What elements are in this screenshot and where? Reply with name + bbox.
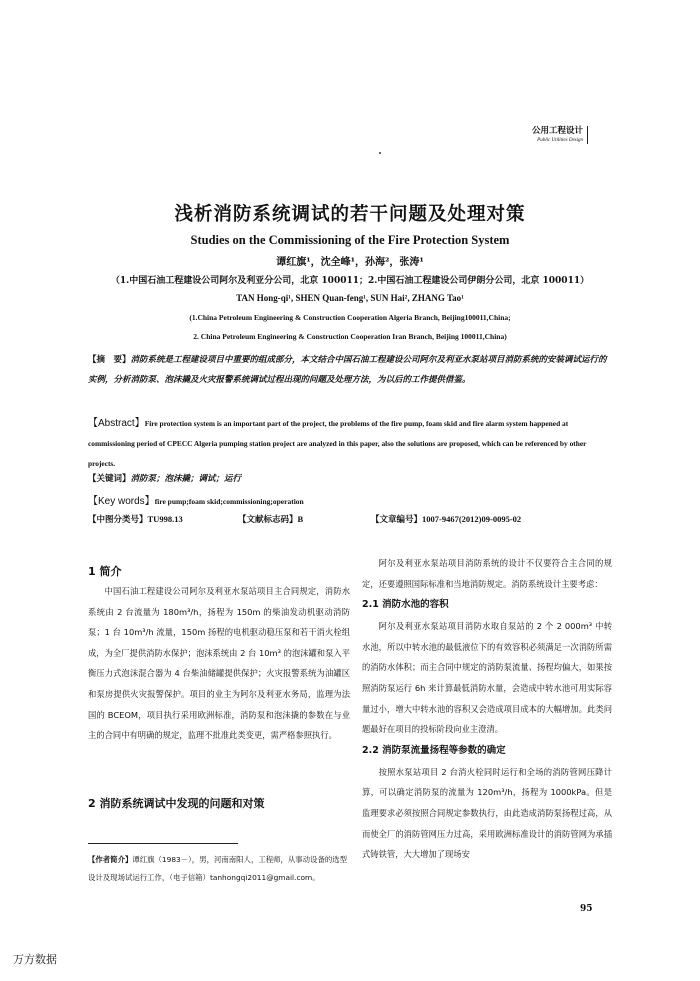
authors-cn: 谭红旗¹，沈全峰¹，孙海²，张涛¹ (276, 257, 424, 268)
affiliation-en-2: 2. China Petroleum Engineering & Construction Cooperation Iran Branch, Beijing 100011,China) (193, 332, 507, 341)
article-number (371, 513, 521, 525)
abstract-en-text: Fire protection system is an important part of the project, the problems of the fire pump, foam skid and fire alarm system happened at commissioning period of CPECC Algeria pumping station project are analyzed in this paper, also the solutions are proposed, which can be referenced by other projects. (88, 419, 587, 468)
clc-label: 【中图分类号】 (88, 515, 148, 525)
section-2-title: 2 消防系统调试中发现的问题和对策 (88, 797, 265, 810)
footnote-text: 谭红旗（1983－），男，河南南阳人，工程师，从事动设备的选型设计及现场试运行工作，（电子信箱）tanhongqi2011@gmail.com。 (88, 855, 348, 882)
keywords-en-text: fire pump;foam skid;commissioning;operation (154, 497, 304, 506)
doc-label: 【文献标志码】 (238, 515, 298, 525)
affiliation-cn: （1.中国石油工程建设公司阿尔及利亚分公司，北京 100011；2.中国石油工程建设公司伊朗分公司，北京 100011） (110, 276, 590, 286)
abstract-cn-label: 【摘 要】 (88, 355, 131, 365)
section-2-2-title: 2.2 消防泵流量扬程等参数的确定 (362, 744, 506, 756)
section-1-body (88, 581, 350, 746)
section-2-2-paragraph: 按照水泵站项目 2 台消火栓同时运行和全场的消防管网压降计算，可以确定消防泵的流量为 120m³/h，扬程为 1000kPa。但是监理要求必须按照合同规定参数执行，由此造成消防泵扬程过高，从而使全厂的消防管网压力过高，采用欧洲标准设计的消防管网为承插式铸铁管，大大增加了现场安 (362, 766, 612, 860)
journal-name-cn: 公用工程设计 (531, 126, 583, 136)
watermark: 万方数据 (13, 953, 57, 966)
article-number-label: 【文章编号】 (371, 515, 423, 525)
journal-logo (532, 126, 588, 144)
paper-title-cn: 浅析消防系统调试的若干问题及处理对策 (174, 204, 526, 225)
section-2-1-paragraph: 阿尔及利亚水泵站项目消防水取自泵站的 2 个 2 000m³ 中转水池，所以中转水池的最低液位下的有效容积必须满足一次消防所需的消防水体积；而主合同中规定的消防泵流量、扬程均偏大，如果按照消防泵运行 6h 来计算最低消防水量，会造成中转水池可用实际容量过小，增大中转水池的容积又会造成项目成本的大幅增加。此类问题最好在项目的投标阶段向业主澄清。 (362, 621, 612, 735)
keywords-cn (88, 472, 241, 484)
abstract-en-label: 【Abstract】 (88, 418, 145, 429)
decorative-dot (379, 152, 381, 154)
footnote-divider (88, 843, 238, 844)
section-2-1-title: 2.1 消防水池的容积 (362, 599, 449, 611)
keywords-cn-label: 【关键词】 (88, 474, 131, 484)
keywords-en (88, 492, 304, 507)
abstract-cn-text: 消防系统是工程建设项目中重要的组成部分，本文结合中国石油工程建设公司阿尔及利亚水泵站项目消防系统的安装调试运行的实例，分析消防泵、泡沫撬及火灾报警系统调试过程出现的问题及处理方法，为以后的工作提供借鉴。 (88, 355, 607, 385)
footnote-label: 【作者简介】 (88, 855, 133, 864)
page-number: 95 (580, 904, 593, 914)
journal-name-en: Public Utilities Design (537, 138, 583, 143)
paper-title-en: Studies on the Commissioning of the Fire Protection System (190, 233, 510, 247)
clc-code (88, 513, 183, 525)
affiliation-en-1: (1.China Petroleum Engineering & Construction Cooperation Algeria Branch, Beijing100011,China; (189, 313, 511, 322)
abstract-cn (88, 350, 610, 390)
keywords-en-label: 【Key words】 (88, 496, 155, 507)
section-1-paragraph: 中国石油工程建设公司阿尔及利亚水泵站项目主合同规定，消防水系统由 2 台流量为 180m³/h，扬程为 150m 的柴油发动机驱动消防泵；1 台 10m³/h 流量，150m 扬程的电机驱动稳压泵和若干消火栓组成，为全厂提供消防水保护；泡沫系统由 2 台 10m³ 的泡沫罐和泵入平衡压力式泡沫混合器为 4 台柴油储罐提供保护；火灾报警系统为油罐区和泵房提供火灾报警保护。项目的业主为阿尔及利亚水务局，监理为法国的 BCEOM，项目执行采用欧洲标准，消防泵和泡沫撬的参数在与业主的合同中有明确的规定，监理不批准此类变更，需严格参照执行。 (88, 586, 350, 741)
abstract-en (88, 414, 610, 474)
right-intro-paragraph: 阿尔及利亚水泵站项目消防系统的设计不仅要符合主合同的规定，还要遵照国际标准和当地消防规定。消防系统设计主要考虑： (362, 558, 612, 589)
author-footnote (88, 851, 350, 887)
keywords-cn-text: 消防泵；泡沫撬；调试；运行 (130, 474, 242, 484)
doc-value: B (297, 514, 304, 524)
authors-en: TAN Hong-qi¹, SHEN Quan-feng¹, SUN Hai², ZHANG Tao¹ (236, 293, 464, 303)
clc-value: TU998.13 (147, 514, 183, 524)
doc-code (238, 513, 303, 525)
section-1-title: 1 简介 (88, 565, 122, 578)
article-number-value: 1007-9467(2012)09-0095-02 (422, 514, 522, 524)
right-column (362, 553, 612, 865)
